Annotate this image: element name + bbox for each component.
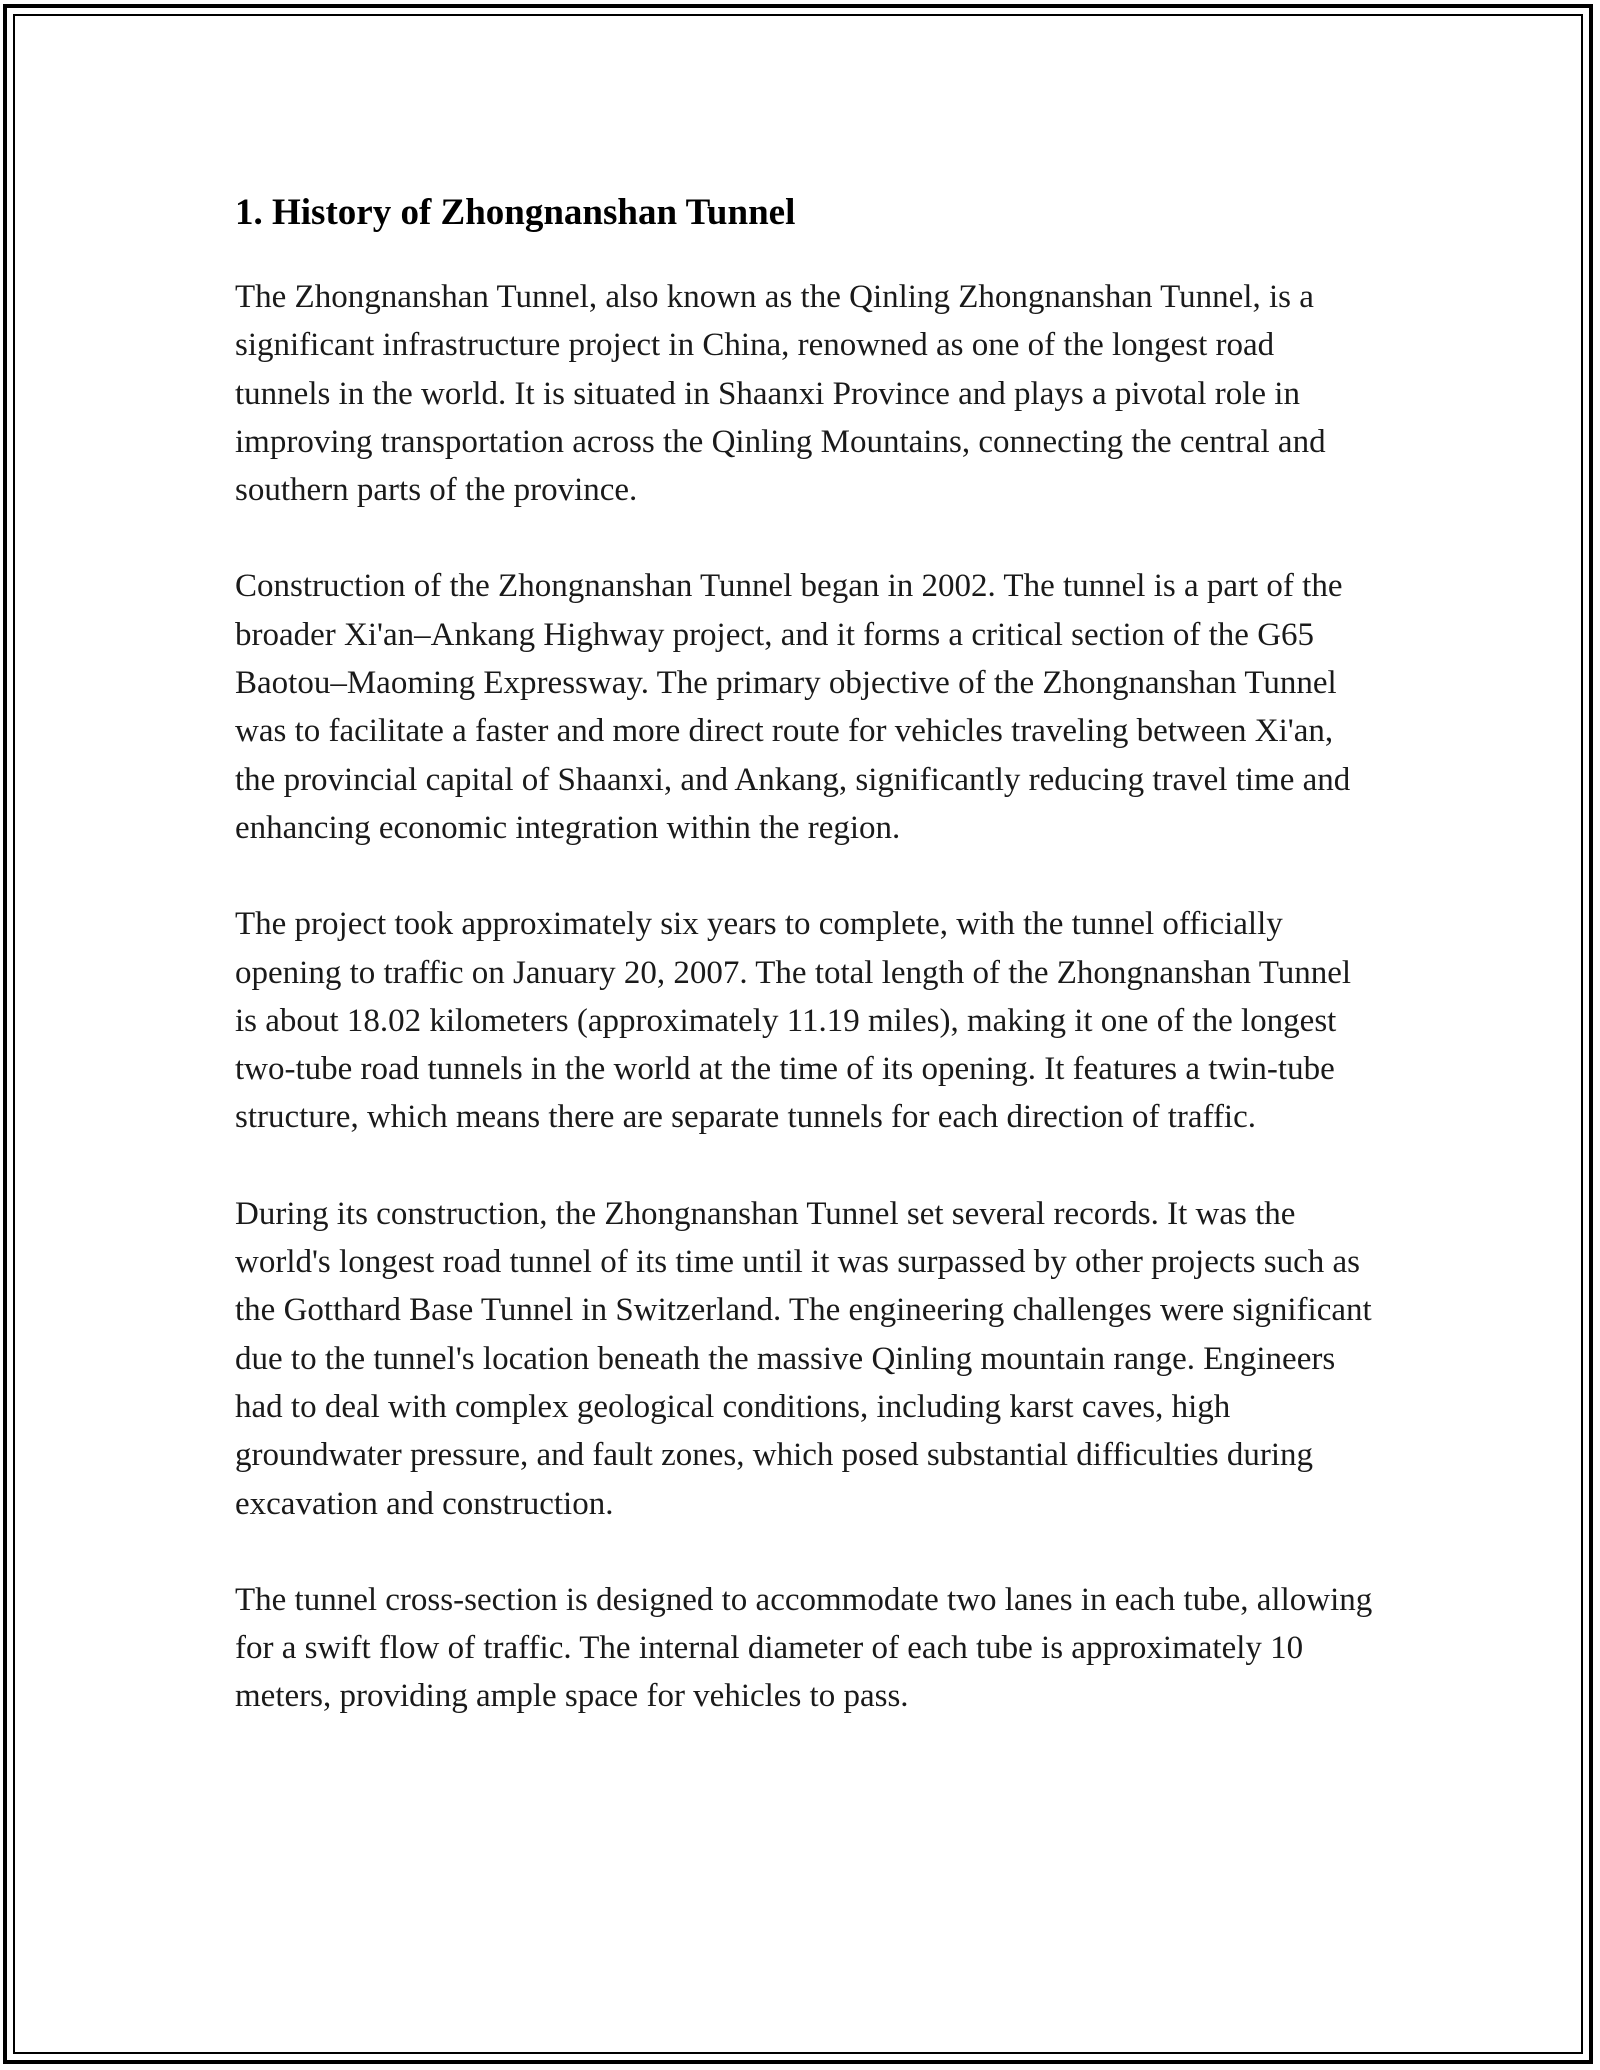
paragraph-construction: Construction of the Zhongnanshan Tunnel began in 2002. The tunnel is a part of the broader Xi'an–Ankang Highway project, and it forms a critical section of the G65 Baotou–Maoming Expressway. The primary objective of the Zhongnanshan Tunnel was to facilitate a faster and more direct route for vehicles traveling between Xi'an, the provincial capital of Shaanxi, and Ankang, significantly reducing travel time and enhancing economic integration within the region.	[235, 568, 1351, 846]
document-body	[235, 185, 1375, 1721]
paragraph-completion: The project took approximately six years to complete, with the tunnel officially opening to traffic on January 20, 2007. The total length of the Zhongnanshan Tunnel is about 18.02 kilometers (approximately 11.19 miles), making it one of the longest two-tube road tunnels in the world at the time of its opening. It features a twin-tube structure, which means there are separate tunnels for each direction of traffic.	[235, 906, 1352, 1136]
paragraph-cross-section: The tunnel cross-section is designed to accommodate two lanes in each tube, allowing for a swift flow of traffic. The internal diameter of each tube is approximately 10 meters, providing ample space for vehicles to pass.	[235, 1581, 1373, 1715]
paragraph-records: During its construction, the Zhongnanshan Tunnel set several records. It was the world's longest road tunnel of its time until it was surpassed by other projects such as the Gotthard Base Tunnel in Switzerland. The engineering challenges were significant due to the tunnel's location beneath the massive Qinling mountain range. Engineers had to deal with complex geological conditions, including karst caves, high groundwater pressure, and fault zones, which posed substantial difficulties during excavation and construction.	[235, 1195, 1372, 1522]
section-title: 1. History of Zhongnanshan Tunnel	[235, 192, 796, 233]
paragraph-introduction: The Zhongnanshan Tunnel, also known as the Qinling Zhongnanshan Tunnel, is a significant infrastructure project in China, renowned as one of the longest road tunnels in the world. It is situated in Shaanxi Province and plays a pivotal role in improving transportation across the Qinling Mountains, connecting the central and southern parts of the province.	[235, 279, 1326, 509]
